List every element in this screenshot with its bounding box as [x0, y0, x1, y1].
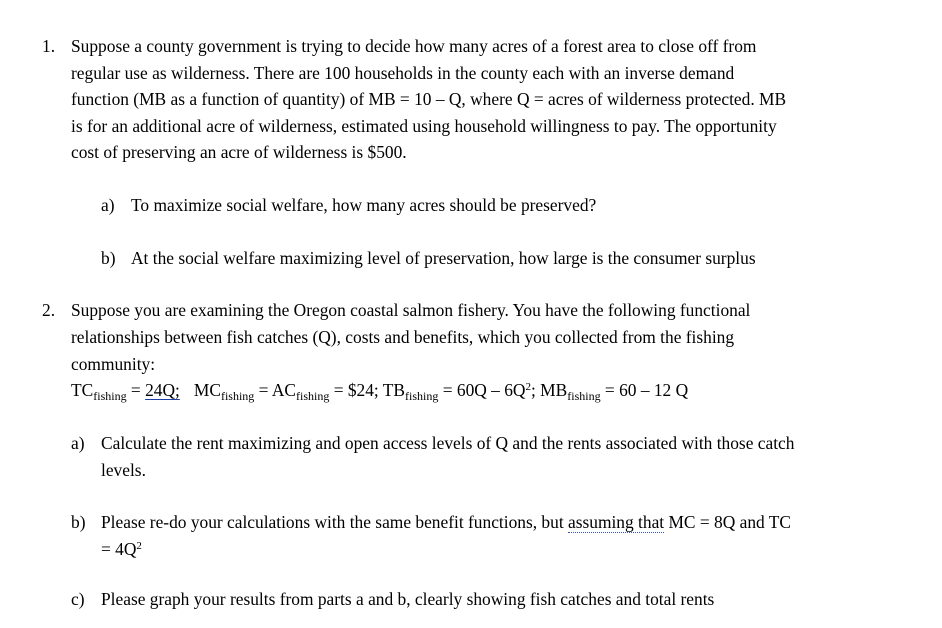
- eq-mc: MC: [193, 380, 221, 400]
- question-1-line-5: cost of preserving an acre of wilderness is $500.: [71, 142, 407, 162]
- question-1b-label: b): [101, 248, 116, 268]
- question-1-line-3: function (MB as a function of quantity) of MB = 10 – Q, where Q = acres of wilderness protected. MB: [71, 89, 787, 109]
- eq-p4: = 60Q – 6Q: [438, 380, 526, 400]
- question-1a-text: To maximize social welfare, how many acres should be preserved?: [131, 195, 597, 215]
- eq-squared: 2: [525, 381, 531, 393]
- eq-tc: TC: [71, 380, 94, 400]
- question-2a-line-2: levels.: [101, 460, 146, 480]
- eq-ac-subscript: fishing: [296, 389, 330, 403]
- eq-p5: ; MB: [530, 380, 568, 400]
- question-2-line-3: community:: [71, 354, 156, 374]
- question-1-line-4: is for an additional acre of wilderness, estimated using household willingness to pay. The opportunity: [71, 116, 777, 136]
- question-2c-label: c): [71, 589, 85, 609]
- question-2-line-2: relationships between fish catches (Q), costs and benefits, which you collected from the fishing: [71, 327, 735, 347]
- question-1-number: 1.: [42, 36, 56, 56]
- question-2a-label: a): [71, 433, 85, 453]
- eq-p3: = $24; TB: [329, 380, 406, 400]
- question-1b-text: At the social welfare maximizing level of preservation, how large is the consumer surplus: [131, 248, 756, 268]
- eq-p1: =: [126, 380, 146, 400]
- eq-tc-subscript: fishing: [93, 389, 127, 403]
- question-1-line-2: regular use as wilderness. There are 100 households in the county each with an inverse demand: [71, 63, 735, 83]
- fishing-equations: [71, 380, 689, 403]
- question-1-line-1: Suppose a county government is trying to decide how many acres of a forest area to close off from: [71, 36, 757, 56]
- question-2c-text: Please graph your results from parts a and b, clearly showing fish catches and total rents: [101, 589, 715, 609]
- question-2b-label: b): [71, 512, 86, 532]
- eq-mb-subscript: fishing: [567, 389, 601, 403]
- assuming-that-dotted: assuming that: [568, 512, 665, 532]
- question-1a-label: a): [101, 195, 115, 215]
- question-2b-line-2: = $4Q^2$: [101, 539, 142, 559]
- question-2b-line-1: Please re-do your calculations with the same benefit functions, but assuming that MC = 8Q and TC: [101, 512, 792, 532]
- eq-tc-value: 24Q;: [145, 380, 180, 400]
- eq-tb-subscript: fishing: [405, 389, 439, 403]
- eq-mc-subscript: fishing: [220, 389, 255, 403]
- question-2-number: 2.: [42, 300, 56, 320]
- eq-p2: = AC: [254, 380, 296, 400]
- question-2a-line-1: Calculate the rent maximizing and open access levels of Q and the rents associated with those catch: [101, 433, 795, 453]
- eq-p6: = 60 – 12 Q: [600, 380, 689, 400]
- question-2-line-1: Suppose you are examining the Oregon coastal salmon fishery. You have the following functional: [71, 300, 751, 320]
